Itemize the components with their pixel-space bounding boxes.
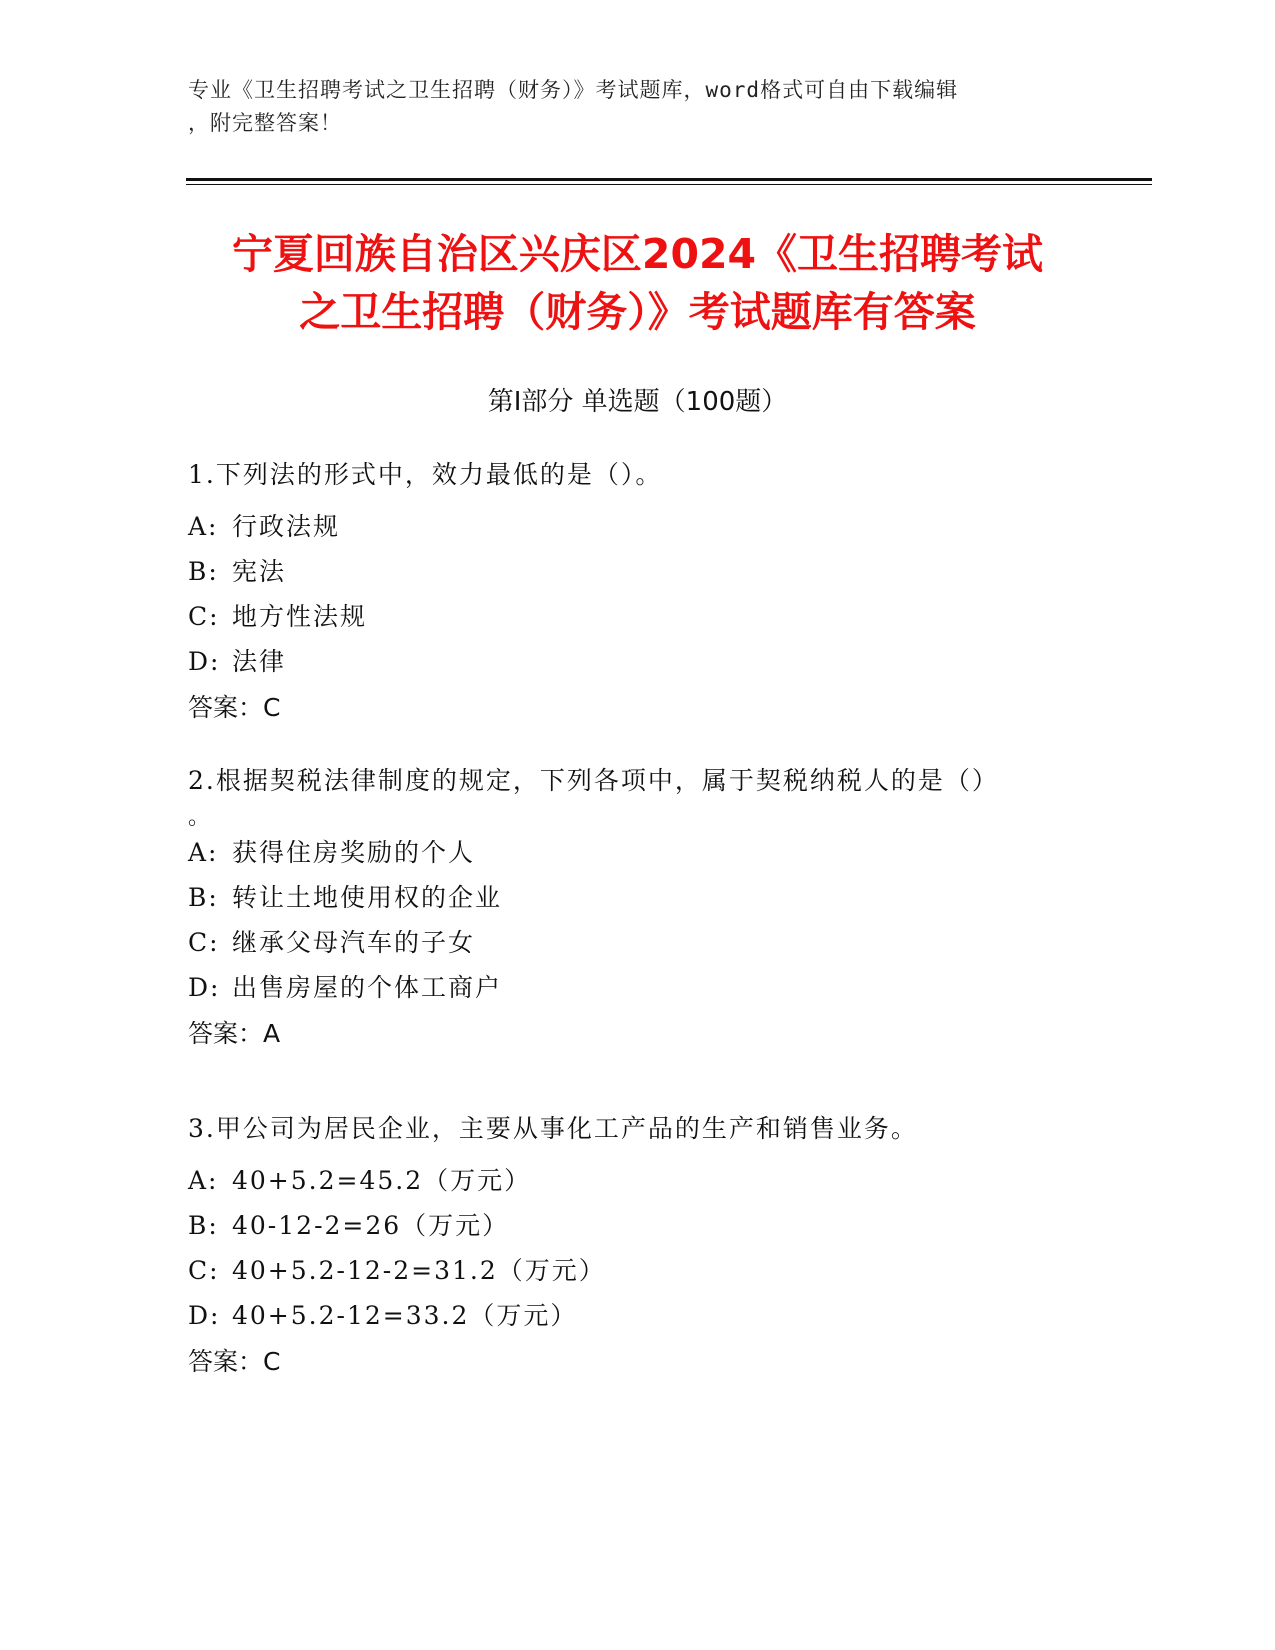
header-note-line-2: ，附完整答案！ bbox=[188, 111, 342, 135]
question-2 bbox=[188, 752, 1068, 1056]
option-key: C: bbox=[188, 602, 220, 631]
option-d bbox=[188, 1293, 1068, 1338]
option-key: B: bbox=[188, 1211, 219, 1240]
option-text: 40+5.2-12=33.2（万元） bbox=[232, 1301, 578, 1330]
option-key: A: bbox=[188, 1166, 219, 1195]
option-key: C: bbox=[188, 928, 220, 957]
option-a bbox=[188, 830, 1068, 875]
question-stem-continuation: 。 bbox=[188, 805, 211, 830]
option-text: 40+5.2-12-2=31.2（万元） bbox=[232, 1256, 606, 1285]
question-stem: 1.下列法的形式中，效力最低的是（）。 bbox=[188, 460, 663, 489]
option-c bbox=[188, 594, 1068, 639]
option-b bbox=[188, 1203, 1068, 1248]
option-key: A: bbox=[188, 838, 219, 867]
option-text: 行政法规 bbox=[232, 512, 341, 541]
option-key: A: bbox=[188, 512, 219, 541]
option-text: 转让土地使用权的企业 bbox=[232, 883, 503, 912]
option-key: D: bbox=[188, 647, 221, 676]
option-key: D: bbox=[188, 973, 221, 1002]
question-stem: 2.根据契税法律制度的规定，下列各项中，属于契税纳税人的是（） bbox=[188, 766, 999, 795]
option-c bbox=[188, 1248, 1068, 1293]
header-note-line-1: 专业《卫生招聘考试之卫生招聘（财务）》考试题库，word格式可自由下载编辑 bbox=[188, 78, 959, 102]
option-a bbox=[188, 1158, 1068, 1203]
option-b bbox=[188, 875, 1068, 920]
header-note bbox=[188, 74, 1068, 140]
option-b bbox=[188, 549, 1068, 594]
question-1 bbox=[188, 446, 1068, 730]
option-c bbox=[188, 920, 1068, 965]
option-d bbox=[188, 965, 1068, 1010]
section-title: 第Ⅰ部分 单选题（100题） bbox=[487, 387, 788, 417]
option-key: D: bbox=[188, 1301, 221, 1330]
document-title-line-1: 宁夏回族自治区兴庆区2024《卫生招聘考试 bbox=[231, 230, 1044, 278]
option-text: 继承父母汽车的子女 bbox=[232, 928, 476, 957]
option-text: 出售房屋的个体工商户 bbox=[232, 973, 503, 1002]
option-text: 40-12-2=26（万元） bbox=[232, 1211, 510, 1240]
option-text: 获得住房奖励的个人 bbox=[232, 838, 476, 867]
option-text: 宪法 bbox=[232, 557, 287, 586]
document-title bbox=[150, 225, 1125, 341]
option-text: 法律 bbox=[232, 647, 287, 676]
option-key: C: bbox=[188, 1256, 220, 1285]
option-key: B: bbox=[188, 557, 219, 586]
answer: 答案：C bbox=[188, 693, 281, 722]
answer: 答案：A bbox=[188, 1019, 281, 1048]
option-d bbox=[188, 639, 1068, 684]
option-key: B: bbox=[188, 883, 219, 912]
option-text: 40+5.2=45.2（万元） bbox=[232, 1166, 532, 1195]
question-stem: 3.甲公司为居民企业，主要从事化工产品的生产和销售业务。 bbox=[188, 1114, 918, 1143]
answer: 答案：C bbox=[188, 1347, 281, 1376]
question-3 bbox=[188, 1100, 1068, 1384]
option-text: 地方性法规 bbox=[232, 602, 368, 631]
document-title-line-2: 之卫生招聘（财务）》考试题库有答案 bbox=[299, 288, 976, 336]
header-rule-thin bbox=[186, 184, 1152, 185]
option-a bbox=[188, 504, 1068, 549]
header-rule-thick bbox=[186, 178, 1152, 181]
